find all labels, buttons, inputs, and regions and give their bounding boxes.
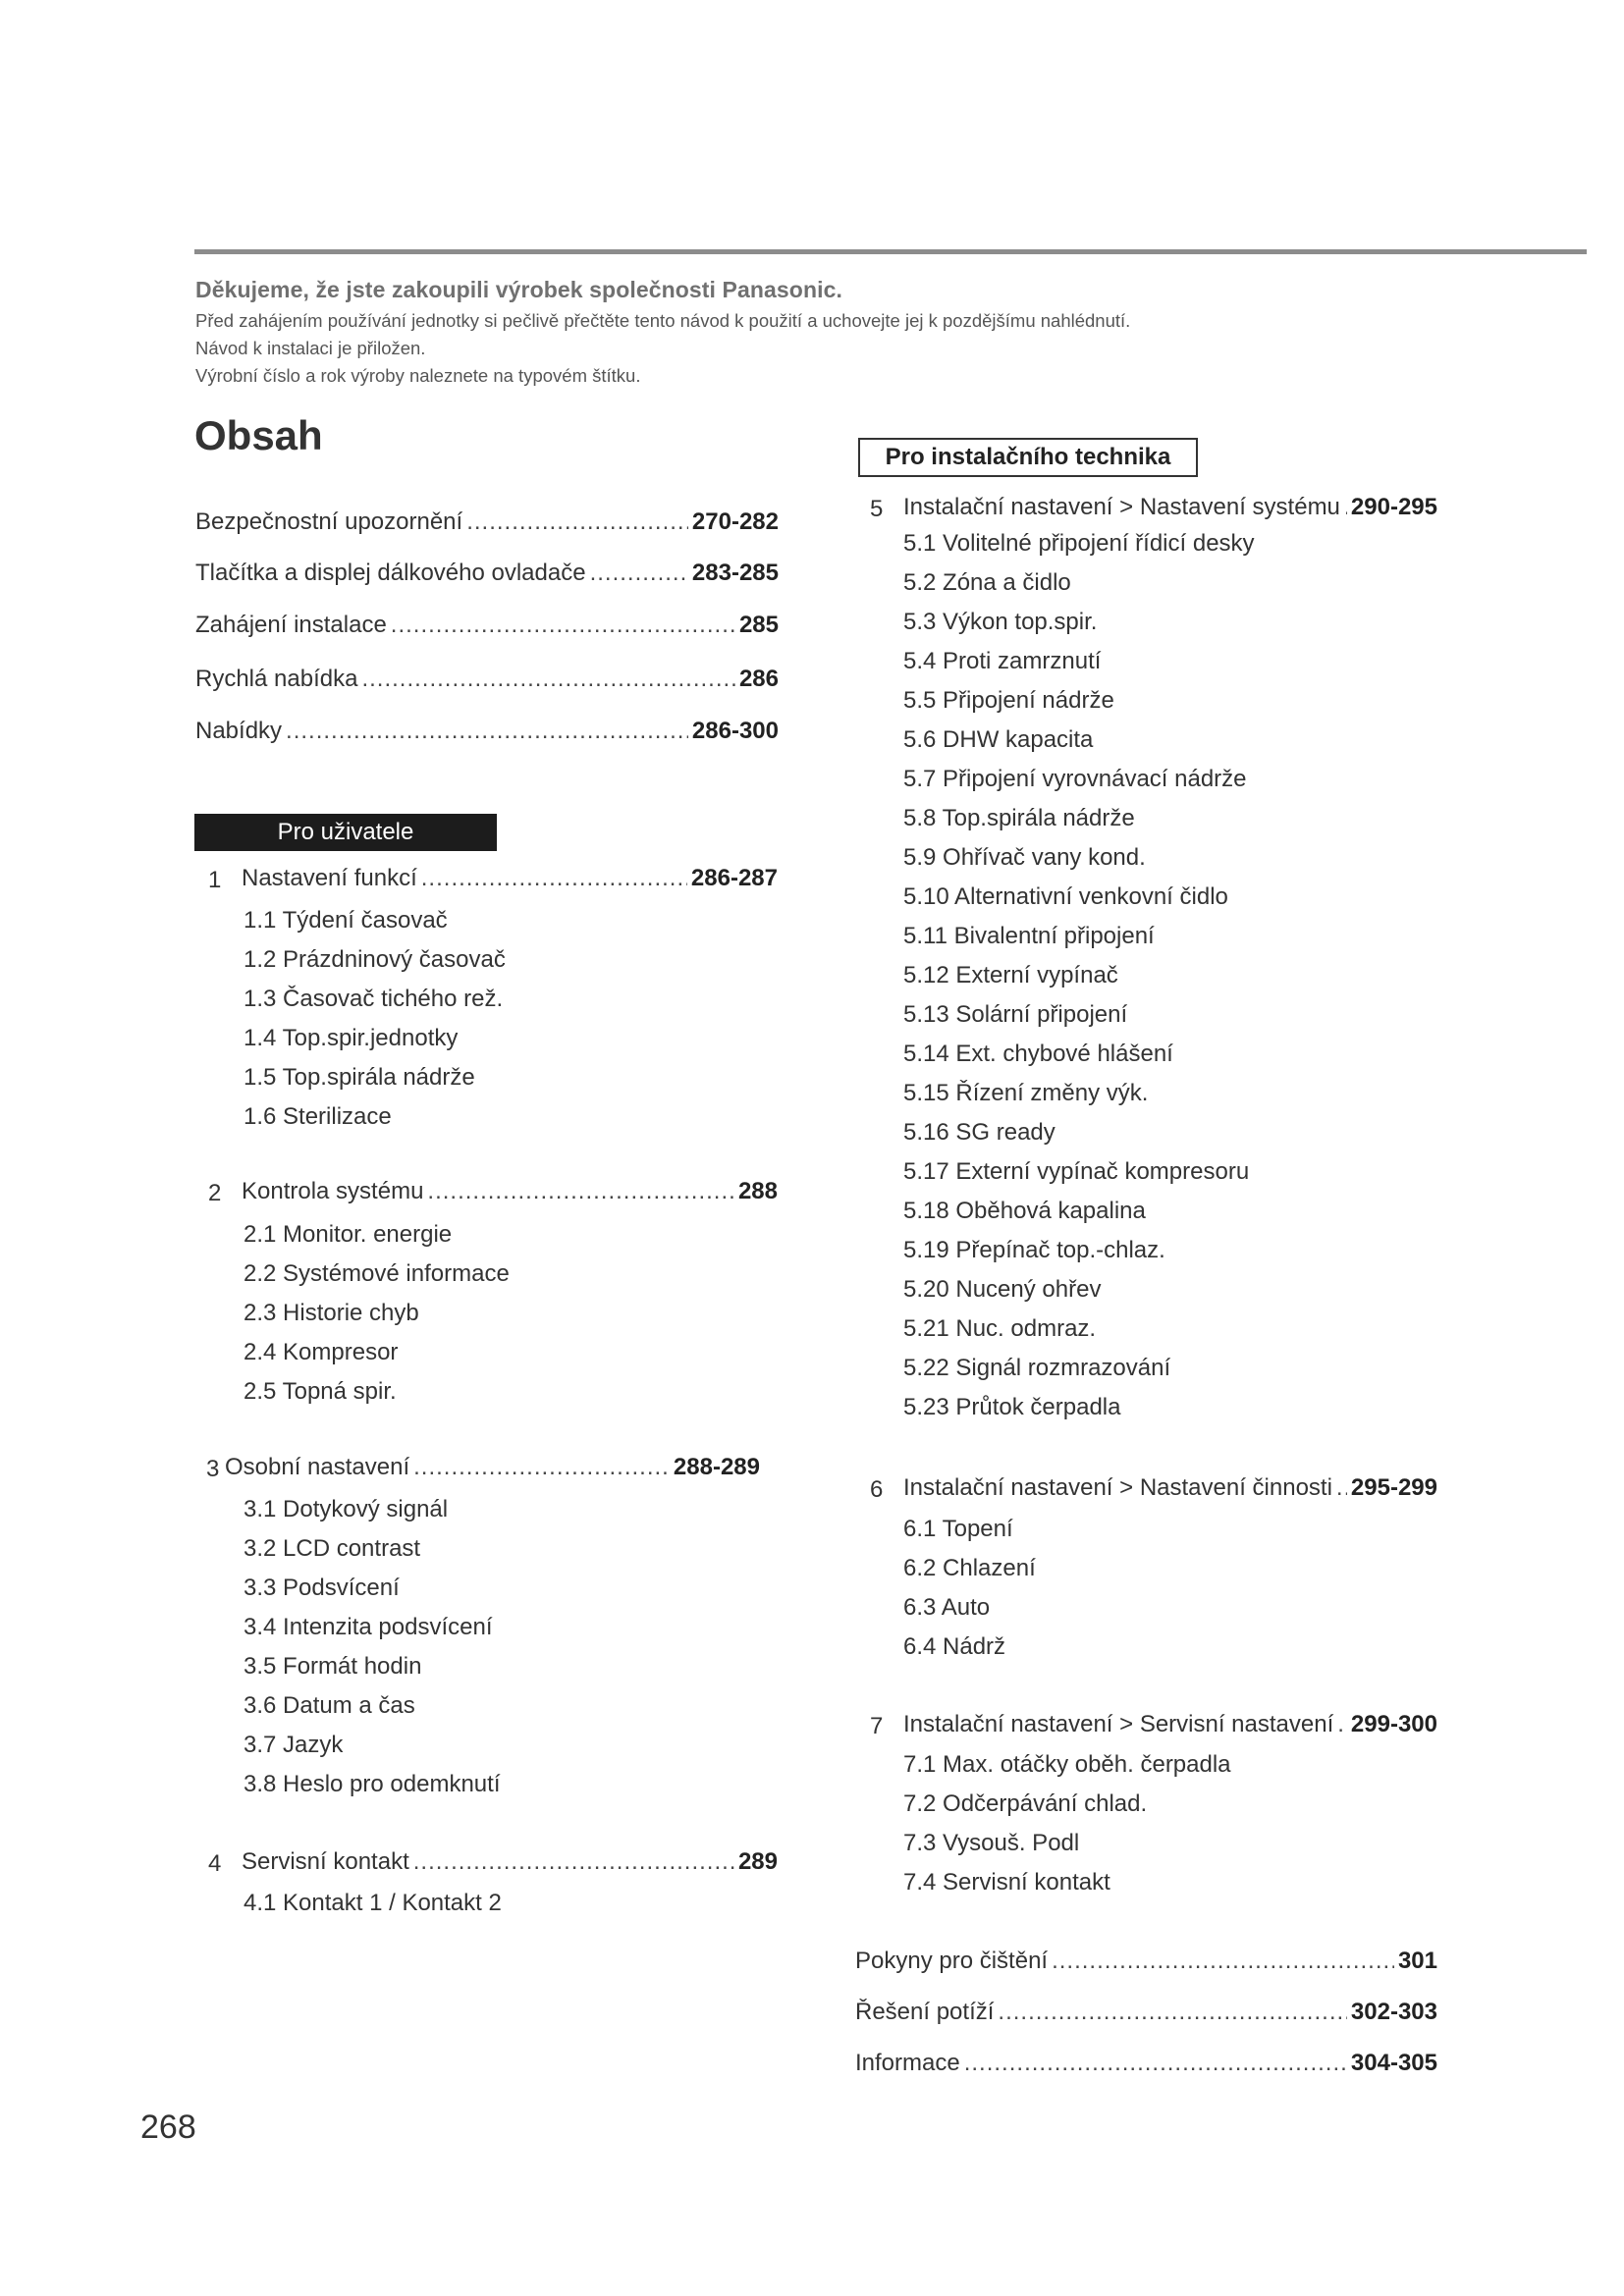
toc-pages: 289 xyxy=(737,1848,778,1875)
toc-subitem[interactable]: 5.3 Výkon top.spir. xyxy=(903,609,1098,635)
toc-subitem[interactable]: 2.3 Historie chyb xyxy=(244,1300,419,1326)
leader-dots xyxy=(413,1454,670,1481)
toc-subitem[interactable]: 5.9 Ohřívač vany kond. xyxy=(903,844,1146,871)
page-title: Obsah xyxy=(194,412,323,458)
toc-pages: 286-287 xyxy=(690,865,778,891)
toc-subitem[interactable]: 6.4 Nádrž xyxy=(903,1633,1006,1660)
toc-label: Servisní kontakt xyxy=(242,1848,409,1875)
page-number: 268 xyxy=(140,2109,196,2146)
toc-pages: 288-289 xyxy=(673,1454,760,1480)
toc-subitem[interactable]: 5.11 Bivalentní připojení xyxy=(903,923,1155,949)
leader-dots xyxy=(391,612,735,639)
toc-row[interactable] xyxy=(225,1454,760,1485)
toc-subitem[interactable]: 3.4 Intenzita podsvícení xyxy=(244,1614,493,1640)
leader-dots xyxy=(413,1848,734,1876)
top-divider xyxy=(194,249,1587,254)
toc-subitem[interactable]: 1.1 Týdení časovač xyxy=(244,907,448,934)
toc-subitem[interactable]: 7.3 Vysouš. Podl xyxy=(903,1830,1080,1856)
toc-row[interactable] xyxy=(855,1948,1437,1979)
toc-subitem[interactable]: 3.3 Podsvícení xyxy=(244,1575,400,1601)
toc-subitem[interactable]: 5.20 Nucený ohřev xyxy=(903,1276,1102,1303)
toc-subitem[interactable]: 5.10 Alternativní venkovní čidlo xyxy=(903,883,1228,910)
toc-row[interactable] xyxy=(855,1999,1437,2030)
toc-row[interactable] xyxy=(195,666,779,697)
toc-row[interactable] xyxy=(903,494,1437,525)
toc-row[interactable] xyxy=(855,2050,1437,2081)
toc-row[interactable] xyxy=(242,1178,778,1209)
toc-pages: 302-303 xyxy=(1350,1999,1437,2025)
toc-subitem[interactable]: 5.5 Připojení nádrže xyxy=(903,687,1114,714)
toc-subitem[interactable]: 3.1 Dotykový signál xyxy=(244,1496,449,1522)
toc-subitem[interactable]: 5.2 Zóna a čidlo xyxy=(903,569,1071,596)
toc-subitem[interactable]: 5.6 DHW kapacita xyxy=(903,726,1094,753)
leader-dots xyxy=(964,2050,1347,2077)
toc-subitem[interactable]: 5.8 Top.spirála nádrže xyxy=(903,805,1135,831)
toc-row[interactable] xyxy=(903,1474,1437,1506)
toc-label: Informace xyxy=(855,2050,960,2076)
toc-subitem[interactable]: 3.6 Datum a čas xyxy=(244,1692,415,1719)
toc-label: Pokyny pro čištění xyxy=(855,1948,1049,1974)
toc-subitem[interactable]: 5.14 Ext. chybové hlášení xyxy=(903,1041,1173,1067)
user-section-badge: Pro uživatele xyxy=(194,814,497,851)
thanks-heading: Děkujeme, že jste zakoupili výrobek společnosti Panasonic. xyxy=(195,277,842,302)
toc-row[interactable] xyxy=(195,612,779,643)
toc-label: Zahájení instalace xyxy=(195,612,387,638)
toc-subitem[interactable]: 7.1 Max. otáčky oběh. čerpadla xyxy=(903,1751,1231,1778)
toc-label: Instalační nastavení > Servisní nastavení xyxy=(903,1711,1334,1737)
toc-subitem[interactable]: 5.1 Volitelné připojení řídicí desky xyxy=(903,530,1255,557)
toc-subitem[interactable]: 6.2 Chlazení xyxy=(903,1555,1036,1581)
toc-subitem[interactable]: 1.5 Top.spirála nádrže xyxy=(244,1064,475,1091)
toc-pages: 290-295 xyxy=(1350,494,1437,520)
toc-row[interactable] xyxy=(242,1848,778,1880)
section-number: 2 xyxy=(208,1180,222,1206)
toc-pages: 299-300 xyxy=(1350,1711,1437,1737)
toc-label: Nastavení funkcí xyxy=(242,865,417,891)
section-number: 1 xyxy=(208,867,222,893)
leader-dots xyxy=(1336,1474,1347,1502)
toc-row[interactable] xyxy=(195,560,779,591)
intro-line: Výrobní číslo a rok výroby naleznete na typovém štítku. xyxy=(195,365,641,386)
toc-row[interactable] xyxy=(242,865,778,896)
toc-subitem[interactable]: 1.4 Top.spir.jednotky xyxy=(244,1025,459,1051)
intro-block xyxy=(195,277,1550,390)
toc-subitem[interactable]: 4.1 Kontakt 1 / Kontakt 2 xyxy=(244,1890,502,1916)
toc-subitem[interactable]: 1.3 Časovač tichého rež. xyxy=(244,986,504,1012)
toc-pages: 270-282 xyxy=(691,508,779,535)
toc-pages: 288 xyxy=(737,1178,778,1204)
toc-subitem[interactable]: 5.4 Proti zamrznutí xyxy=(903,648,1102,674)
toc-subitem[interactable]: 6.3 Auto xyxy=(903,1594,991,1621)
section-number: 7 xyxy=(870,1713,884,1739)
toc-subitem[interactable]: 6.1 Topení xyxy=(903,1516,1013,1542)
toc-subitem[interactable]: 5.18 Oběhová kapalina xyxy=(903,1198,1146,1224)
toc-subitem[interactable]: 5.19 Přepínač top.-chlaz. xyxy=(903,1237,1165,1263)
toc-pages: 286-300 xyxy=(691,718,779,744)
toc-subitem[interactable]: 5.13 Solární připojení xyxy=(903,1001,1128,1028)
toc-subitem[interactable]: 5.22 Signál rozmrazování xyxy=(903,1355,1171,1381)
toc-subitem[interactable]: 7.4 Servisní kontakt xyxy=(903,1869,1110,1896)
toc-pages: 295-299 xyxy=(1350,1474,1437,1501)
toc-row[interactable] xyxy=(195,508,779,540)
toc-subitem[interactable]: 5.21 Nuc. odmraz. xyxy=(903,1315,1097,1342)
toc-subitem[interactable]: 1.6 Sterilizace xyxy=(244,1103,392,1130)
toc-label: Řešení potíží xyxy=(855,1999,995,2025)
toc-label: Osobní nastavení xyxy=(225,1454,410,1480)
toc-subitem[interactable]: 3.8 Heslo pro odemknutí xyxy=(244,1771,501,1797)
toc-subitem[interactable]: 7.2 Odčerpávání chlad. xyxy=(903,1790,1148,1817)
toc-pages: 301 xyxy=(1397,1948,1437,1974)
toc-subitem[interactable]: 2.2 Systémové informace xyxy=(244,1260,510,1287)
leader-dots xyxy=(998,1999,1347,2026)
toc-row[interactable] xyxy=(195,718,779,749)
toc-label: Bezpečnostní upozornění xyxy=(195,508,463,535)
toc-subitem[interactable]: 5.16 SG ready xyxy=(903,1119,1056,1146)
leader-dots xyxy=(1344,494,1347,521)
toc-subitem[interactable]: 2.5 Topná spir. xyxy=(244,1378,397,1405)
toc-label: Tlačítka a displej dálkového ovladače xyxy=(195,560,586,586)
toc-subitem[interactable]: 3.5 Formát hodin xyxy=(244,1653,422,1680)
tech-section-badge: Pro instalačního technika xyxy=(858,438,1198,477)
toc-subitem[interactable]: 5.15 Řízení změny výk. xyxy=(903,1080,1149,1106)
toc-subitem[interactable]: 5.12 Externí vypínač xyxy=(903,962,1118,988)
toc-pages: 304-305 xyxy=(1350,2050,1437,2076)
toc-label: Rychlá nabídka xyxy=(195,666,358,692)
intro-line: Před zahájením používání jednotky si pečlivě přečtěte tento návod k použití a uchovejte jej k pozdějšímu nahlédnutí. xyxy=(195,310,1131,331)
leader-dots xyxy=(361,666,735,693)
leader-dots xyxy=(1337,1711,1347,1738)
leader-dots xyxy=(590,560,688,587)
section-number: 3 xyxy=(206,1456,220,1482)
toc-subitem[interactable]: 5.23 Průtok čerpadla xyxy=(903,1394,1121,1420)
toc-pages: 286 xyxy=(738,666,779,692)
section-number: 6 xyxy=(870,1476,884,1503)
toc-subitem[interactable]: 5.7 Připojení vyrovnávací nádrže xyxy=(903,766,1247,792)
toc-label: Instalační nastavení > Nastavení systému xyxy=(903,494,1340,520)
toc-pages: 285 xyxy=(738,612,779,638)
section-number: 5 xyxy=(870,496,884,522)
intro-line: Návod k instalaci je přiložen. xyxy=(195,338,426,358)
section-number: 4 xyxy=(208,1850,222,1877)
toc-subitem[interactable]: 2.1 Monitor. energie xyxy=(244,1221,453,1248)
toc-subitem[interactable]: 2.4 Kompresor xyxy=(244,1339,399,1365)
toc-label: Kontrola systému xyxy=(242,1178,424,1204)
toc-subitem[interactable]: 1.2 Prázdninový časovač xyxy=(244,946,506,973)
toc-subitem[interactable]: 3.7 Jazyk xyxy=(244,1732,344,1758)
toc-row[interactable] xyxy=(903,1711,1437,1742)
leader-dots xyxy=(427,1178,734,1205)
toc-subitem[interactable]: 3.2 LCD contrast xyxy=(244,1535,421,1562)
leader-dots xyxy=(466,508,688,536)
leader-dots xyxy=(421,865,687,892)
toc-label: Nabídky xyxy=(195,718,283,744)
toc-pages: 283-285 xyxy=(691,560,779,586)
leader-dots xyxy=(286,718,688,745)
leader-dots xyxy=(1052,1948,1394,1975)
toc-label: Instalační nastavení > Nastavení činnosti xyxy=(903,1474,1332,1501)
toc-subitem[interactable]: 5.17 Externí vypínač kompresoru xyxy=(903,1158,1250,1185)
